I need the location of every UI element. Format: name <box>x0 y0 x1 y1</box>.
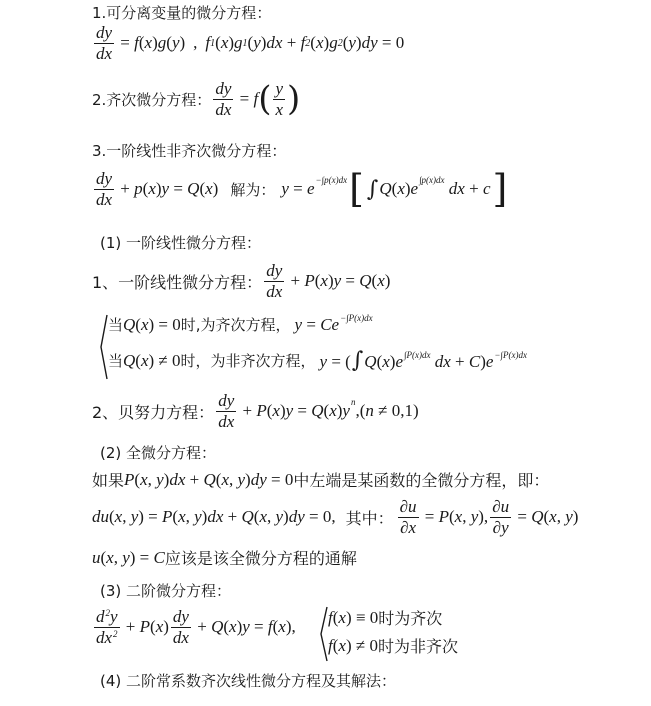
case2-nonhomogeneous: f(x) ≠ 0 时为非齐次 <box>328 635 458 656</box>
item-2-label: 2、贝努力方程： <box>92 402 215 422</box>
subsection-1-title: (1) 一阶线性微分方程： <box>100 234 262 252</box>
case-nonhomogeneous: 当 Q(x) ≠ 0 时，为非齐次方程， $y = (\int Q(x)e^{\int P(x)dx}$ dx + $C)e^{-\int P(x)dx}$ <box>108 348 527 373</box>
general-solution-row: u(x, y) = C 应该是该全微分方程的通解 <box>92 547 357 568</box>
case-homogeneous: 当 Q(x) = 0 时,为齐次方程， $y = Ce^{-\int P(x)dx}$ <box>108 312 373 334</box>
item-2-row: 2、贝努力方程： $\frac{dy}{dx}$ + P ( x ) y = Q ( x ) y n ,( n ≠ 0,1) <box>92 391 419 431</box>
subsection-2-title: (2) 全微分方程： <box>100 444 217 462</box>
item-1-label: 1、一阶线性微分方程： <box>92 272 263 292</box>
second-order-brace <box>318 606 328 666</box>
section-3-equation: $\frac{dy}{dx}$ + p ( x ) y = Q ( x ) 解为： y = e −∫p(x)dx [ ∫ Q ( x ) e ∫p(x)dx dx + c ] <box>96 167 508 212</box>
section-2-title: 2.齐次微分方程： <box>92 90 212 109</box>
section-2-row: 2.齐次微分方程： $\frac{dy}{dx}$ = f ( $\frac{y}{x}$ ) <box>92 79 301 120</box>
item-1-row: 1、一阶线性微分方程： $\frac{dy}{dx}$ + P ( x ) y = Q ( x ) <box>92 261 391 301</box>
total-differential-equation: du ( x , y ) = P ( x , y ) dx + Q ( x , y ) dy = 0, 其中： $\frac{\partial u}{\partial x}$ = P ( x , y ), $\frac{\partial u}{\partial y}$ = Q ( x , y ) <box>92 497 579 537</box>
separable-equation: $\frac{dy}{dx}$ = f ( x ) g ( y ) , f 1 ( x ) g 1 ( y ) dx + f 2 ( x ) g 2 ( y ) dy = 0 <box>96 23 405 63</box>
case-brace <box>98 314 108 380</box>
subsection-4-title: (4) 二阶常系数齐次线性微分方程及其解法： <box>100 672 397 690</box>
solution-label: 解为： <box>230 180 276 199</box>
section-3-title: 3.一阶线性非齐次微分方程： <box>92 142 287 160</box>
case2-homogeneous: f(x) ≡ 0 时为齐次 <box>328 607 443 628</box>
section-1-title: 1.可分离变量的微分方程： <box>92 4 272 22</box>
second-order-equation: $\frac{d^2y}{dx^2}$ + P ( x ) $\frac{dy}{dx}$ + Q ( x ) y = f ( x ), <box>96 607 296 647</box>
subsection-3-title: (3) 二阶微分方程： <box>100 582 232 600</box>
total-differential-intro: 如果 P(x, y)dx + Q(x, y)dy = 0 中左端是某函数的全微分方程，即： <box>92 469 550 490</box>
